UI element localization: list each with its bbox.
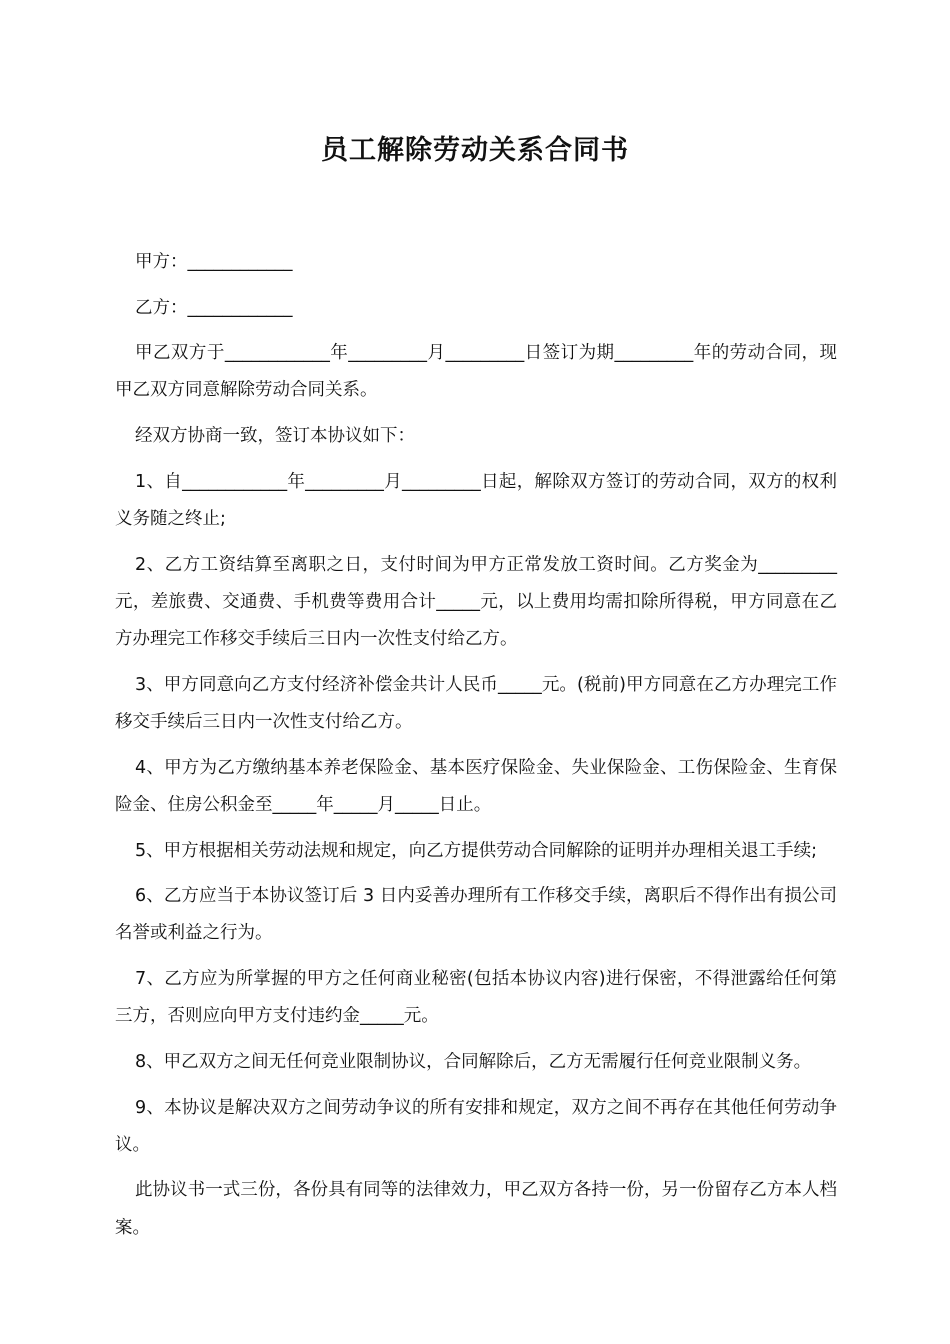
document-body <box>115 244 837 1255</box>
clause-9: 9、本协议是解决双方之间劳动争议的所有安排和规定，双方之间不再存在其他任何劳动争议。 <box>115 1097 837 1155</box>
clause-6: 6、乙方应当于本协议签订后 3 日内妥善办理所有工作移交手续，离职后不得作出有损公司名誉或利益之行为。 <box>115 886 838 944</box>
clause-7: 7、乙方应为所掌握的甲方之任何商业秘密(包括本协议内容)进行保密，不得泄露给任何第三方，否则应向甲方支付违约金_____元。 <box>115 969 837 1027</box>
clause-8: 8、甲乙双方之间无任何竞业限制协议，合同解除后，乙方无需履行任何竞业限制义务。 <box>135 1051 812 1072</box>
document-title: 员工解除劳动关系合同书 <box>321 135 629 166</box>
clause-1: 1、自____________年_________月_________日起，解除双方签订的劳动合同，双方的权利义务随之终止; <box>115 471 837 529</box>
party-a-line: 甲方：____________ <box>135 252 293 272</box>
clause-3: 3、甲方同意向乙方支付经济补偿金共计人民币_____元。(税前)甲方同意在乙方办理完工作移交手续后三日内一次性支付给乙方。 <box>115 674 837 733</box>
clause-5: 5、甲方根据相关劳动法规和规定，向乙方提供劳动合同解除的证明并办理相关退工手续; <box>135 840 818 861</box>
party-b-line: 乙方：____________ <box>135 297 293 318</box>
contract-intro-paragraph: 甲乙双方于____________年_________月_________日签订为期_________年的劳动合同，现甲乙双方同意解除劳动合同关系。 <box>115 343 837 401</box>
clause-4: 4、甲方为乙方缴纳基本养老保险金、基本医疗保险金、失业保险金、工伤保险金、生育保险金、住房公积金至_____年_____月_____日止。 <box>115 757 837 815</box>
clause-2: 2、乙方工资结算至离职之日，支付时间为甲方正常发放工资时间。乙方奖金为_________元，差旅费、交通费、手机费等费用合计_____元，以上费用均需扣除所得税，甲方同意在乙方办理完工作移交手续后三日内一次性支付给乙方。 <box>115 554 837 650</box>
closing-paragraph: 此协议书一式三份，各份具有同等的法律效力，甲乙双方各持一份，另一份留存乙方本人档案。 <box>115 1180 837 1238</box>
agreement-lead-paragraph: 经双方协商一致，签订本协议如下： <box>135 426 415 447</box>
